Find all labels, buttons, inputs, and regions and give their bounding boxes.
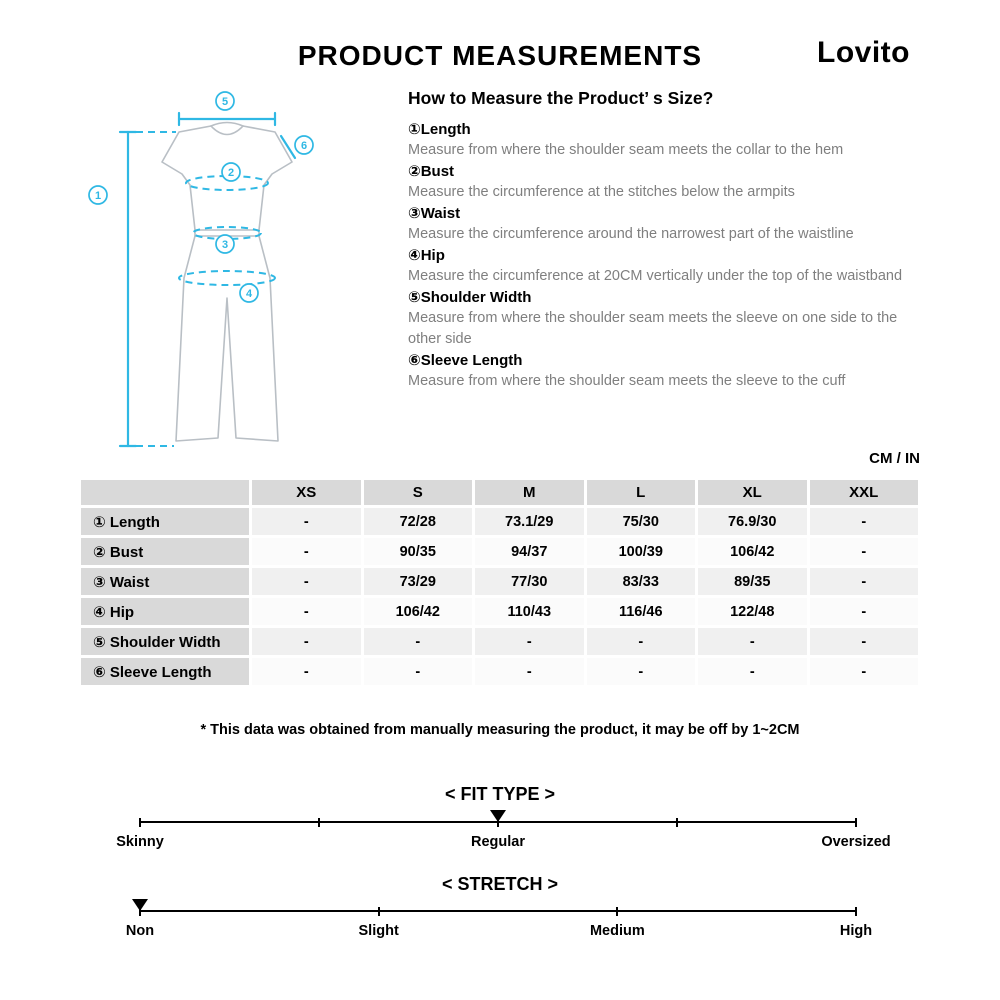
- howto-item-shoulder-width: [408, 287, 928, 350]
- units-label: CM / IN: [869, 450, 920, 467]
- stretch-marker: [132, 899, 148, 911]
- diagram-marker-2: [222, 163, 240, 181]
- svg-text:5: 5: [221, 96, 229, 108]
- howto-item-desc: Measure from where the shoulder seam meets the sleeve to the cuff: [408, 373, 846, 389]
- table-row-waist: [81, 568, 918, 595]
- cell: 90/35: [364, 538, 473, 565]
- svg-text:4: 4: [245, 288, 253, 300]
- hip-measure-line: [179, 271, 275, 285]
- cell: -: [364, 658, 473, 685]
- cell: 106/42: [698, 538, 807, 565]
- howto-item-bust: [408, 161, 928, 203]
- page-title: PRODUCT MEASUREMENTS: [297, 40, 703, 71]
- stretch-label-slight: Slight: [358, 923, 399, 939]
- measurement-disclaimer: * This data was obtained from manually measuring the product, it may be off by 1~2CM: [200, 722, 800, 738]
- cell: -: [475, 628, 584, 655]
- cell: 94/37: [475, 538, 584, 565]
- cell: -: [810, 538, 919, 565]
- fit-type-tick: [676, 818, 678, 827]
- fit-type-tick: [139, 818, 141, 827]
- howto-item-label: ①Length: [408, 121, 471, 138]
- stretch-tick: [855, 907, 857, 916]
- brand-logo: Lovito: [817, 36, 910, 69]
- howto-item-label: ②Bust: [408, 163, 455, 180]
- howto-item-label: ⑥Sleeve Length: [408, 352, 523, 369]
- stretch-tick: [378, 907, 380, 916]
- fit-type-track: [116, 821, 891, 850]
- cell: 110/43: [475, 598, 584, 625]
- cell: -: [810, 508, 919, 535]
- table-row-hip: [81, 598, 918, 625]
- column-header-s: S: [364, 480, 473, 505]
- howto-item-label: ④Hip: [408, 247, 445, 264]
- stretch-label-non: Non: [125, 923, 155, 939]
- howto-item-sleeve-length: [408, 350, 928, 392]
- cell: -: [252, 598, 361, 625]
- svg-text:6: 6: [300, 140, 308, 152]
- cell: -: [810, 598, 919, 625]
- cell: -: [698, 628, 807, 655]
- column-header-xl: XL: [698, 480, 807, 505]
- table-row-bust: [81, 538, 918, 565]
- cell: 100/39: [587, 538, 696, 565]
- svg-text:1: 1: [94, 190, 102, 202]
- cell: 116/46: [587, 598, 696, 625]
- howto-item-label: ③Waist: [408, 205, 461, 222]
- stretch-tick: [616, 907, 618, 916]
- how-to-measure-heading: How to Measure the Product’ s Size?: [408, 88, 714, 108]
- cell: 77/30: [475, 568, 584, 595]
- cell: 122/48: [698, 598, 807, 625]
- cell: -: [698, 658, 807, 685]
- cell: -: [810, 628, 919, 655]
- fit-type-marker: [490, 810, 506, 822]
- howto-item-desc: Measure the circumference at the stitches below the armpits: [408, 184, 795, 200]
- garment-back-neckline: [211, 123, 243, 127]
- howto-item-label: ⑤Shoulder Width: [408, 289, 532, 306]
- table-row-shoulder-width: [81, 628, 918, 655]
- row-label: ③ Waist: [81, 568, 249, 595]
- column-header-l: L: [587, 480, 696, 505]
- cell: -: [252, 658, 361, 685]
- cell: 83/33: [587, 568, 696, 595]
- howto-item-waist: [408, 203, 928, 245]
- row-label: ④ Hip: [81, 598, 249, 625]
- stretch-title: < STRETCH >: [441, 874, 559, 894]
- garment-measurement-diagram: [78, 86, 328, 461]
- diagram-marker-5: [216, 92, 234, 110]
- row-label: ⑥ Sleeve Length: [81, 658, 249, 685]
- cell: -: [810, 568, 919, 595]
- cell: -: [587, 628, 696, 655]
- column-header-m: M: [475, 480, 584, 505]
- row-label: ① Length: [81, 508, 249, 535]
- howto-item-desc: Measure from where the shoulder seam meets the sleeve on one side to the other side: [408, 310, 898, 347]
- how-to-measure-section: [408, 88, 928, 392]
- size-table-header-row: [81, 480, 918, 505]
- size-table: [78, 477, 921, 688]
- cell: -: [587, 658, 696, 685]
- svg-text:3: 3: [221, 239, 229, 251]
- column-header-xs: XS: [252, 480, 361, 505]
- cell: 76.9/30: [698, 508, 807, 535]
- howto-item-desc: Measure the circumference at 20CM vertically under the top of the waistband: [408, 268, 903, 284]
- garment-front-neckline: [211, 126, 243, 135]
- diagram-marker-4: [240, 284, 258, 302]
- cell: 106/42: [364, 598, 473, 625]
- length-measure-line: [120, 132, 176, 446]
- cell: 73.1/29: [475, 508, 584, 535]
- cell: -: [252, 568, 361, 595]
- cell: -: [252, 628, 361, 655]
- cell: -: [252, 508, 361, 535]
- fit-type-label-skinny: Skinny: [116, 834, 164, 850]
- fit-type-tick: [318, 818, 320, 827]
- diagram-marker-3: [216, 235, 234, 253]
- howto-item-hip: [408, 245, 928, 287]
- cell: 89/35: [698, 568, 807, 595]
- diagram-marker-6: [295, 136, 313, 154]
- cell: -: [252, 538, 361, 565]
- stretch-label-medium: Medium: [589, 923, 645, 939]
- cell: -: [364, 628, 473, 655]
- svg-text:2: 2: [227, 167, 235, 179]
- stretch-label-high: High: [839, 923, 873, 939]
- howto-item-desc: Measure the circumference around the narrowest part of the waistline: [408, 226, 854, 242]
- howto-item-desc: Measure from where the shoulder seam meets the collar to the hem: [408, 142, 844, 158]
- cell: -: [475, 658, 584, 685]
- fit-type-tick: [855, 818, 857, 827]
- fit-type-label-regular: Regular: [471, 834, 525, 850]
- row-label: ② Bust: [81, 538, 249, 565]
- diagram-marker-1: [89, 186, 107, 204]
- table-row-sleeve-length: [81, 658, 918, 685]
- cell: -: [810, 658, 919, 685]
- column-header-blank: [81, 480, 249, 505]
- fit-type-title: < FIT TYPE >: [444, 784, 556, 804]
- cell: 72/28: [364, 508, 473, 535]
- cell: 73/29: [364, 568, 473, 595]
- cell: 75/30: [587, 508, 696, 535]
- howto-item-length: [408, 119, 928, 161]
- row-label: ⑤ Shoulder Width: [81, 628, 249, 655]
- table-row-length: [81, 508, 918, 535]
- fit-type-label-oversized: Oversized: [821, 834, 891, 850]
- stretch-track: [125, 910, 873, 939]
- column-header-xxl: XXL: [810, 480, 919, 505]
